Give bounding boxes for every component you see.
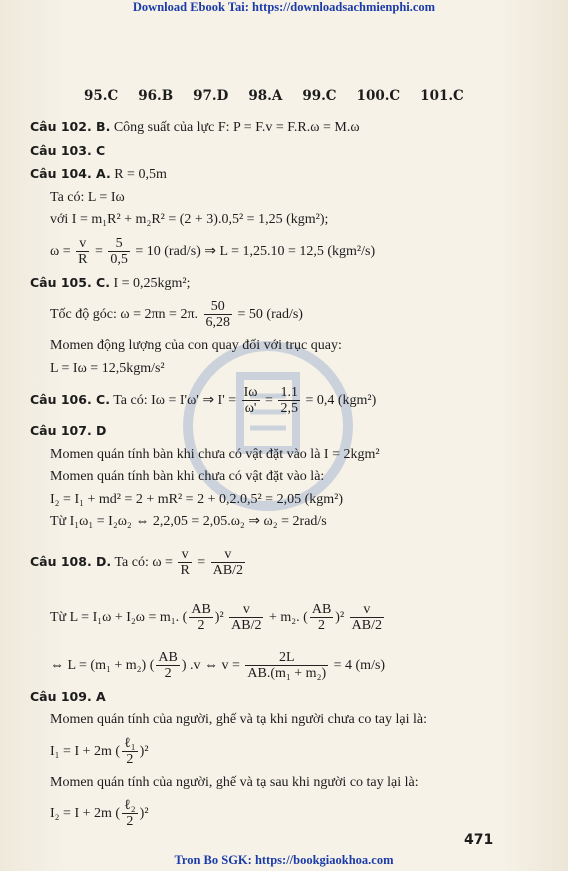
q109-line xyxy=(30,686,545,710)
answer-item: 97.D xyxy=(193,88,229,104)
formula-line: I₂ = I₁ + md² = 2 + mR² = 2 + 0,2.0,5² = 2,05 (kgm²) xyxy=(50,491,343,507)
answer-item: 95.C xyxy=(84,88,119,104)
question-text: Công suất của lực F: P = F.v = F.R.ω = M.ω xyxy=(113,120,360,135)
formula-part: I₂ = I + 2m xyxy=(50,806,112,821)
solutions-body xyxy=(30,114,545,834)
formula-part: Từ L = I₁ω + I₂ω = m₁. xyxy=(50,609,180,625)
formula-line: L = Iω = 12,5kgm/s² xyxy=(50,360,165,376)
formula-part: I₁ = I + 2m xyxy=(50,743,112,759)
q108-line xyxy=(30,534,545,590)
text-line: Momen động lượng của con quay đối với trục quay: xyxy=(50,338,342,353)
formula-line: Từ I₁ω₁ = I₂ω₂ ⇔ 2,2,05 = 2,05.ω₂ ⇒ ω₂ = 2rad/s xyxy=(50,514,327,529)
text-line: Momen quán tính của người, ghế và tạ khi người chưa co tay lại là: xyxy=(50,712,427,727)
formula-part: = 0,4 (kgm²) xyxy=(305,393,377,408)
fraction: $\frac{v}{R}$ xyxy=(180,546,190,578)
formula-line: I₁ = I + 2m ( $\frac{\text{ℓ₁}}{2}$ )² xyxy=(50,735,149,767)
formula-part: = xyxy=(265,393,273,408)
formula-line: ω = $\frac{v}{R}$ = $\frac{5}{0,5}$ = 10 (rad/s) ⇒ L = 1,25.10 = 12,5 (kgm²/s) xyxy=(50,235,376,267)
formula-part: Tốc độ góc: ω = 2πn = 2π. xyxy=(50,307,199,322)
formula-part: = 50 (rad/s) xyxy=(237,307,303,322)
q104-line xyxy=(30,163,545,187)
footer-download-link[interactable]: Tron Bo SGK: https://bookgiaokhoa.com xyxy=(174,853,394,867)
fraction: $\frac{1.1}{2,5}$ xyxy=(280,385,298,417)
formula-part: + m₂. xyxy=(268,609,300,625)
formula-line: I₂ = I + 2m ( $\frac{\text{ℓ₂}}{2}$ )² xyxy=(50,798,149,830)
formula-part: Ta có: ω = xyxy=(114,554,173,570)
fraction: $\frac{50}{6,28}$ xyxy=(205,299,231,331)
answer-row xyxy=(84,88,464,104)
fraction: $\frac{2L}{\text{AB.(m₁ + m₂)}}$ xyxy=(247,649,327,681)
answer-item: 101.C xyxy=(420,88,464,104)
q106-line xyxy=(30,380,545,420)
fraction: $\frac{v}{AB/2}$ xyxy=(212,546,244,578)
page-number: 471 xyxy=(464,832,494,848)
fraction: $\frac{AB}{2}$ xyxy=(158,649,178,681)
fraction: $\frac{5}{0,5}$ xyxy=(110,235,128,267)
fraction: $\frac{AB}{2}$ xyxy=(311,601,332,633)
question-label: Câu 106. C. xyxy=(30,392,110,407)
fraction: $\frac{v}{AB/2}$ xyxy=(231,601,262,633)
question-label: Câu 104. A. xyxy=(30,166,111,181)
answer-item: 96.B xyxy=(138,88,174,104)
question-text: I = 0,25kgm²; xyxy=(113,275,191,291)
text-line: Momen quán tính của người, ghế và tạ sau khi người co tay lại là: xyxy=(50,774,419,790)
formula-line: Ta có: L = Iω xyxy=(50,189,125,205)
fraction: $\frac{v}{R}$ xyxy=(78,235,88,267)
q103-line xyxy=(30,140,545,164)
formula-line: với I = m₁R² + m₂R² = (2 + 3).0,5² = 1,25 (kgm²); xyxy=(50,212,329,227)
formula-line: Từ L = I₁ω + I₂ω = m₁. ( $\frac{AB}{2}$ )² $\frac{v}{AB/2}$ + m₂. ( $\frac{AB}{2}$ )² $\frac{v}{AB/2}$ xyxy=(50,601,382,633)
q107-line xyxy=(30,420,545,444)
formula-part: = xyxy=(197,554,206,570)
question-label: Câu 105. C. xyxy=(30,274,110,290)
question-label: Câu 107. D xyxy=(30,423,107,438)
fraction: $\frac{\text{ℓ₁}}{2}$ xyxy=(124,735,136,767)
formula-part: = 4 (m/s) xyxy=(333,657,386,673)
formula-part: .v ⇔ v = xyxy=(190,657,240,673)
fraction: $\frac{\text{ℓ₂}}{2}$ xyxy=(124,798,136,830)
question-label: Câu 109. A xyxy=(30,688,106,704)
formula-line: ⇔ L = (m₁ + m₂) ( $\frac{AB}{2}$ ) .v ⇔ v = $\frac{2L}{\text{AB.(m₁ + m₂)}}$ = 4 (m/s) xyxy=(50,649,386,681)
header-download-link[interactable]: Download Ebook Tai: https://downloadsachmienphi.com xyxy=(132,0,436,14)
answer-item: 99.C xyxy=(302,88,337,104)
question-text: R = 0,5m xyxy=(114,167,167,182)
text-line: Momen quán tính bàn khi chưa có vật đặt vào là I = 2kgm² xyxy=(50,446,380,462)
text-line: Momen quán tính bàn khi chưa có vật đặt vào là: xyxy=(50,469,325,484)
question-label: Câu 103. C xyxy=(30,142,106,158)
question-label: Câu 102. B. xyxy=(30,119,111,134)
answer-item: 100.C xyxy=(356,88,401,104)
formula-part: = 10 (rad/s) ⇒ L = 1,25.10 = 12,5 (kgm²/s) xyxy=(135,243,376,259)
formula-part: ⇔ L = (m₁ + m₂) xyxy=(50,657,147,673)
fraction: $\frac{AB}{2}$ xyxy=(191,601,211,633)
formula-line xyxy=(30,295,545,335)
answer-item: 98.A xyxy=(248,88,283,104)
formula-part: Ta có: Iω = I'ω' ⇒ I' = xyxy=(113,393,237,408)
question-label: Câu 108. D. xyxy=(30,553,112,569)
fraction: $\frac{I\omega}{\omega'}$ xyxy=(243,385,258,417)
q102-line xyxy=(30,116,545,140)
fraction: $\frac{v}{AB/2}$ xyxy=(351,601,382,633)
q105-line xyxy=(30,272,545,296)
formula-part: ω = xyxy=(50,243,71,259)
